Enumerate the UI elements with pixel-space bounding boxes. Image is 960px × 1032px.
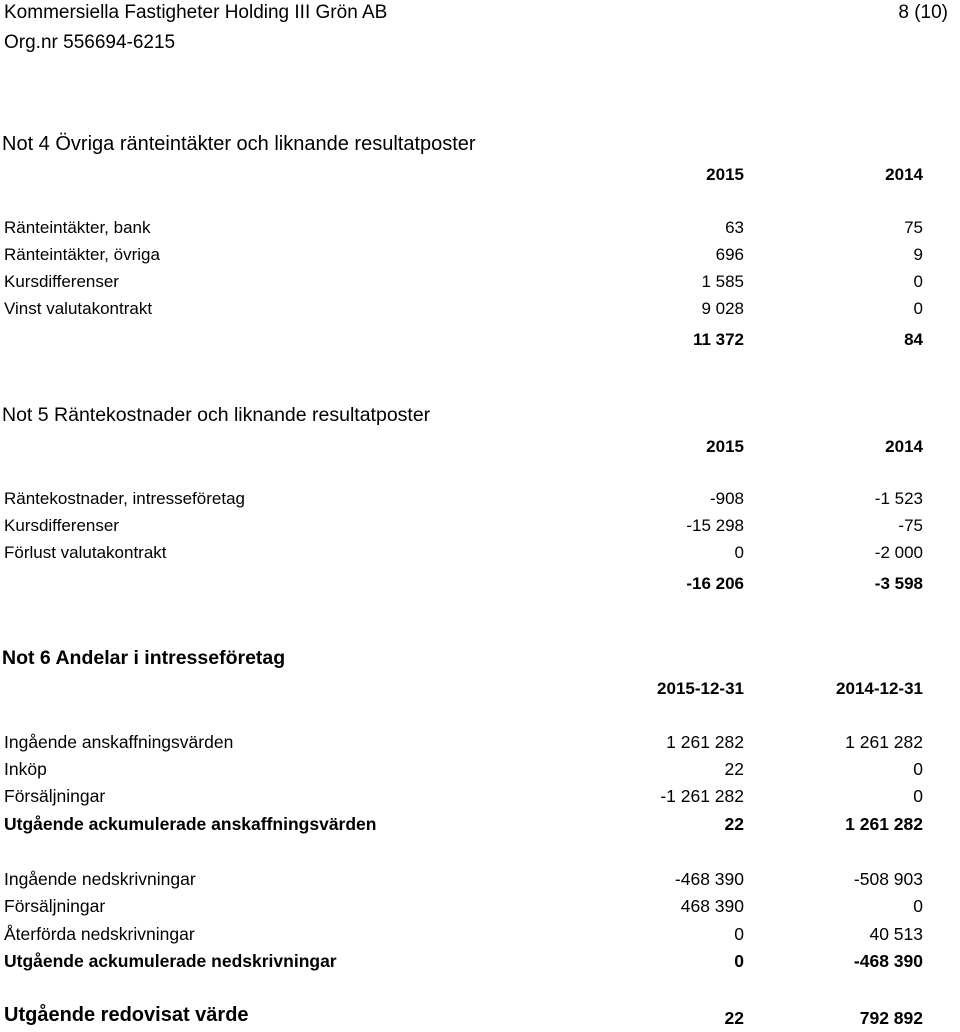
note6-row-value-2014: -468 390 [853, 951, 923, 971]
note5-title: Not 5 Räntekostnader och liknande resultatposter [2, 404, 431, 426]
note6-row-value-2015: 22 [724, 814, 744, 834]
note4-row-value-2014: 75 [904, 218, 923, 237]
note4-row-label: Kursdifferenser [4, 272, 119, 291]
note6-row-value-2015: 0 [734, 924, 744, 944]
note4-title: Not 4 Övriga ränteintäkter och liknande resultatposter [2, 133, 476, 155]
note6-row-value-2015: -1 261 282 [660, 786, 744, 806]
note4-total-2014: 84 [904, 330, 923, 349]
note6-row-value-2014: 0 [913, 759, 923, 779]
note5-row-value-2014: -75 [898, 516, 923, 535]
note5-row-value-2014: -2 000 [874, 543, 923, 562]
note6-row-value-2015: 22 [724, 759, 744, 779]
note4-col-2015: 2015 [706, 165, 744, 184]
note5-col-2015: 2015 [706, 437, 744, 456]
note6-col-2014: 2014-12-31 [836, 679, 923, 698]
note6-row-label: Utgående ackumulerade nedskrivningar [4, 951, 337, 971]
note6-row-value-2015: 0 [734, 951, 744, 971]
note6-row-label: Försäljningar [4, 786, 106, 806]
note6-title: Not 6 Andelar i intresseföretag [2, 647, 286, 669]
note5-row-value-2014: -1 523 [874, 489, 923, 508]
note6-final-2015: 22 [724, 1008, 744, 1028]
note6-row-label: Återförda nedskrivningar [4, 924, 195, 944]
page-number: 8 (10) [898, 2, 948, 23]
note5-total-2014: -3 598 [874, 574, 923, 593]
note6-row-value-2014: 0 [913, 786, 923, 806]
note6-row-value-2015: 1 261 282 [666, 732, 744, 752]
note5-row-value-2015: 0 [734, 543, 744, 562]
note6-row-value-2014: 1 261 282 [845, 732, 923, 752]
note6-col-2015: 2015-12-31 [657, 679, 744, 698]
note4-row-value-2015: 9 028 [701, 299, 744, 318]
note6-row-label: Försäljningar [4, 896, 106, 916]
org-number: Org.nr 556694-6215 [4, 32, 176, 53]
note4-row-label: Ränteintäkter, övriga [4, 245, 160, 264]
note5-row-label: Förlust valutakontrakt [4, 543, 167, 562]
note4-row-value-2014: 0 [913, 299, 923, 318]
note4-row-label: Ränteintäkter, bank [4, 218, 151, 237]
company-name: Kommersiella Fastigheter Holding III Grön AB [4, 2, 388, 23]
note5-row-value-2015: -908 [709, 489, 744, 508]
note4-row-value-2015: 63 [725, 218, 744, 237]
note6-row-label: Ingående nedskrivningar [4, 869, 196, 889]
note5-row-label: Kursdifferenser [4, 516, 119, 535]
note5-total-2015: -16 206 [686, 574, 744, 593]
note4-total-2015: 11 372 [692, 330, 744, 349]
note4-row-value-2014: 0 [913, 272, 923, 291]
note5-row-label: Räntekostnader, intresseföretag [4, 489, 245, 508]
note5-row-value-2015: -15 298 [686, 516, 744, 535]
note4-row-value-2014: 9 [913, 245, 923, 264]
note4-row-value-2015: 1 585 [701, 272, 744, 291]
note6-row-value-2014: 0 [913, 896, 923, 916]
note4-row-value-2015: 696 [715, 245, 744, 264]
note6-row-label: Ingående anskaffningsvärden [4, 732, 234, 752]
note6-final-label: Utgående redovisat värde [4, 1004, 249, 1026]
note6-row-value-2014: -508 903 [853, 869, 923, 889]
note4-row-label: Vinst valutakontrakt [4, 299, 153, 318]
note6-row-label: Utgående ackumulerade anskaffningsvärden [4, 814, 377, 834]
note6-row-value-2015: -468 390 [674, 869, 744, 889]
note6-final-2014: 792 892 [859, 1008, 923, 1028]
note6-row-value-2014: 1 261 282 [845, 814, 923, 834]
note6-row-label: Inköp [4, 759, 47, 779]
note4-col-2014: 2014 [885, 165, 923, 184]
note6-row-value-2014: 40 513 [869, 924, 923, 944]
note5-col-2014: 2014 [885, 437, 923, 456]
note6-row-value-2015: 468 390 [680, 896, 744, 916]
